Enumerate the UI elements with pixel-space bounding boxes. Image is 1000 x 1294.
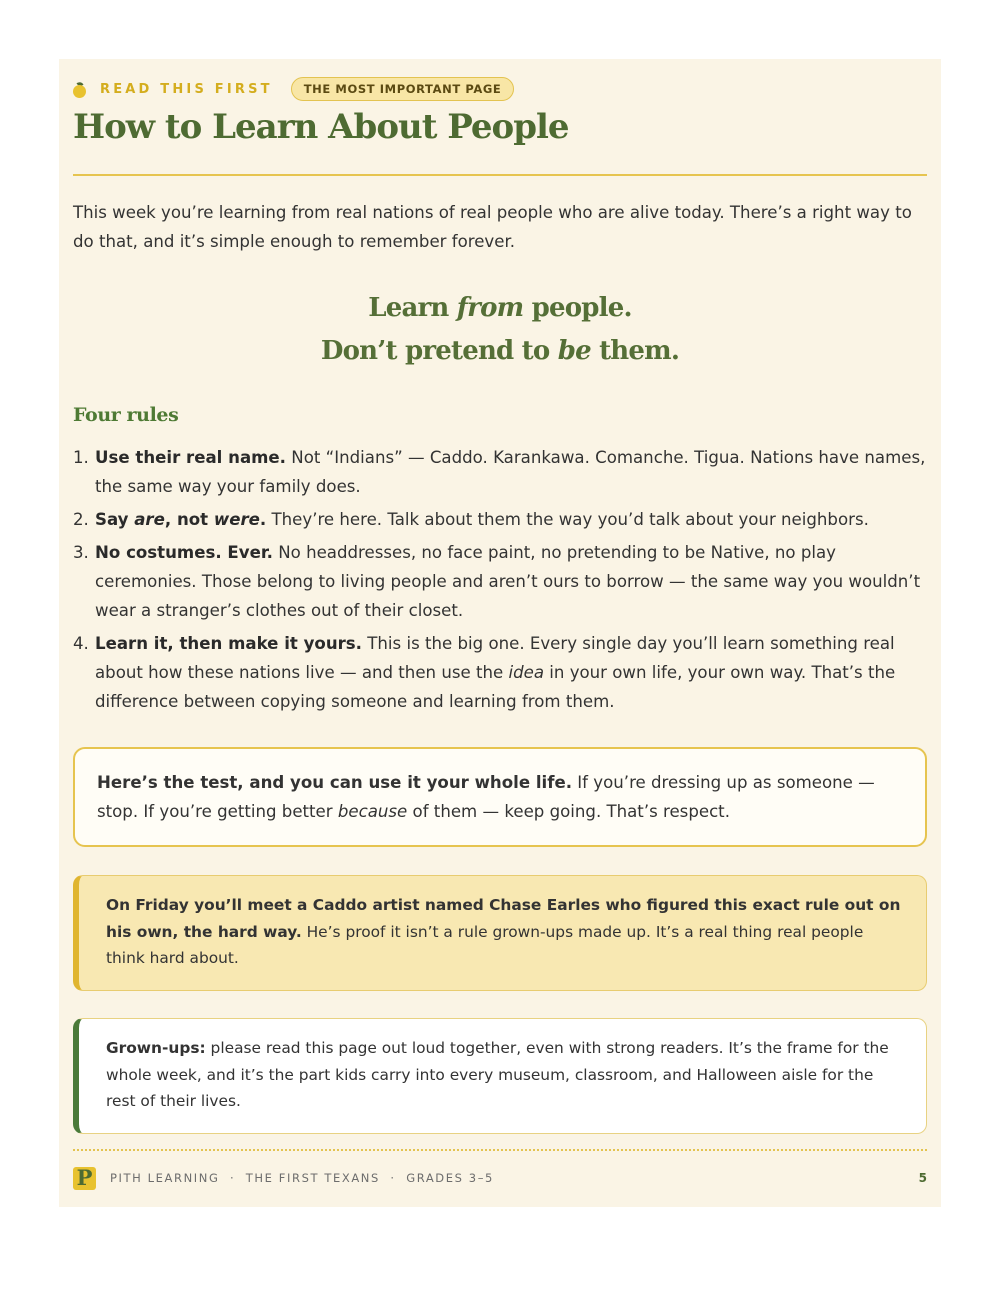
grownups-callout-text: Grown-ups: please read this page out loud together, even with strong readers. It’s the frame for the whole week, and it’s the part kids carry into every museum, classroom, and Halloween aisle for the rest of their lives. bbox=[106, 1039, 889, 1110]
rule-item: 4. Learn it, then make it yours. This is the big one. Every single day you’ll learn something real about how these nations live — and then use the idea in your own life, your own way. That’s the difference between copying someone and learning from them. bbox=[73, 634, 896, 711]
rule-item: 2. Say are, not were. They’re here. Talk about them the way you’d talk about your neighbors. bbox=[73, 510, 869, 529]
footer-credits: PITH LEARNING · THE FIRST TEXANS · GRADES 3–5 bbox=[110, 1171, 494, 1185]
intro-paragraph: This week you’re learning from real nations of real people who are alive today. There’s a right way to do that, and it’s simple enough to remember forever. bbox=[73, 203, 912, 251]
motto-line-2: Don’t pretend to be them. bbox=[320, 336, 680, 366]
grownups-callout bbox=[73, 1018, 927, 1134]
title-divider bbox=[73, 174, 927, 176]
importance-badge: THE MOST IMPORTANT PAGE bbox=[291, 77, 515, 101]
page-number: 5 bbox=[918, 1171, 927, 1185]
eyebrow-row bbox=[73, 76, 514, 102]
rule-item: 1. Use their real name. Not “Indians” — Caddo. Karankawa. Comanche. Tigua. Nations have names, the same way your family does. bbox=[73, 448, 926, 496]
rules-heading: Four rules bbox=[73, 404, 179, 426]
lemon-icon bbox=[73, 82, 86, 97]
eyebrow-label: READ THIS FIRST bbox=[100, 81, 273, 97]
respect-test-text: Here’s the test, and you can use it your whole life. If you’re dressing up as someone — stop. If you’re getting better because of them — keep going. That’s respect. bbox=[97, 773, 875, 821]
footer-divider bbox=[73, 1149, 927, 1151]
page-footer bbox=[73, 1163, 927, 1193]
rules-list bbox=[73, 443, 927, 720]
rule-item: 3. No costumes. Ever. No headdresses, no face paint, no pretending to be Native, no play ceremonies. Those belong to living people and aren’t ours to borrow — the same way you wouldn’t wear a stranger’s clothes out of their closet. bbox=[73, 543, 921, 620]
motto bbox=[73, 287, 927, 373]
motto-line-1: Learn from people. bbox=[368, 293, 632, 323]
respect-test-box bbox=[73, 747, 927, 847]
worksheet-page bbox=[59, 59, 941, 1207]
page-title: How to Learn About People bbox=[73, 107, 569, 147]
pith-logo-icon: P bbox=[73, 1167, 96, 1190]
friday-callout bbox=[73, 875, 927, 991]
friday-callout-text: On Friday you’ll meet a Caddo artist named Chase Earles who figured this exact rule out on his own, the hard way. He’s proof it isn’t a rule grown-ups made up. It’s a real thing real people think hard about. bbox=[106, 896, 901, 967]
